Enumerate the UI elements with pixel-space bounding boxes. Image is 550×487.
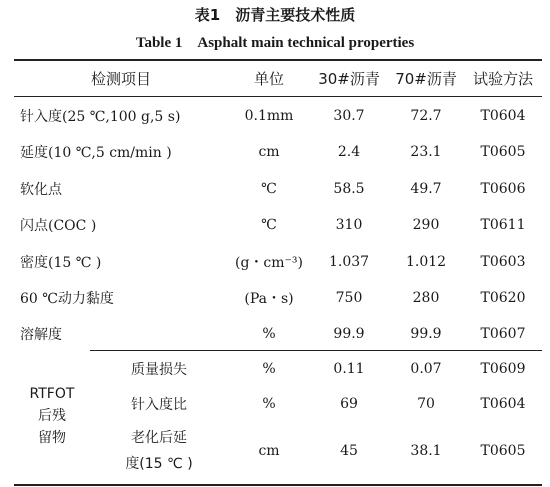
header-item: 检测项目 [91,70,152,88]
rtfot-unit: cm [258,443,280,459]
row-value-70: 99.9 [410,325,442,342]
header-method: 试验方法 [473,70,534,88]
row-unit: % [262,325,276,342]
rtfot-group-line: 留物 [38,430,66,446]
row-item: 60 ℃动力黏度 [20,291,114,307]
row-value-30: 1.037 [328,253,370,270]
bottom-rule [14,484,542,486]
table-row [14,207,542,243]
rtfot-value-30: 0.11 [333,360,365,377]
rtfot-method: T0604 [480,395,526,412]
header-asphalt-30: 30#沥青 [318,70,380,88]
row-value-70: 72.7 [410,107,442,124]
rtfot-value-70: 0.07 [410,360,442,377]
row-unit: ℃ [261,217,277,233]
rtfot-item-line: 老化后延 [131,430,187,446]
table-row [14,351,542,386]
rtfot-value-30: 45 [340,443,358,459]
row-item: 溶解度 [20,326,62,343]
table-caption-english: Table 1 Asphalt main technical properties [135,35,415,51]
rtfot-group-line: 后残 [38,408,66,424]
header-unit: 单位 [254,70,285,88]
row-item: 闪点(COC ) [20,218,97,234]
rtfot-method: T0609 [480,360,526,377]
header-asphalt-70: 70#沥青 [395,70,457,88]
row-unit: cm [258,144,280,160]
row-unit: 0.1mm [244,107,294,124]
table-row [14,134,542,170]
table-caption-chinese: 表1 沥青主要技术性质 [194,6,356,24]
header-row [14,60,542,97]
rtfot-item [90,421,228,481]
row-method: T0620 [480,290,526,306]
row-method: T0605 [480,144,526,160]
row-value-70: 280 [412,290,440,306]
rtfot-group-line: RTFOT [29,386,75,402]
row-method: T0607 [480,325,526,342]
row-method: T0604 [480,107,526,124]
rtfot-method: T0605 [480,443,526,459]
rtfot-item: 质量损失 [131,361,187,378]
row-value-30: 2.4 [337,144,361,160]
rtfot-item-line: 度(15 ℃ ) [125,456,193,472]
row-item: 针入度(25 ℃,100 g,5 s) [20,108,181,125]
rtfot-value-70: 38.1 [410,443,442,459]
rtfot-group-label [14,351,90,481]
row-value-70: 290 [412,217,440,233]
row-unit: (Pa・s) [244,291,294,307]
row-method: T0611 [480,217,526,233]
row-method: T0606 [480,180,526,197]
properties-table [14,60,542,481]
row-value-30: 750 [335,290,363,306]
row-value-70: 1.012 [405,253,447,270]
rtfot-value-30: 69 [340,395,358,412]
table-row [14,316,542,351]
row-value-70: 23.1 [410,144,442,160]
table-row [14,421,542,481]
table-row [14,97,542,134]
row-unit: ℃ [261,180,277,197]
row-method: T0603 [480,253,526,270]
row-value-30: 58.5 [333,180,365,197]
row-item: 延度(10 ℃,5 cm/min ) [20,145,172,161]
rtfot-item: 针入度比 [131,396,187,413]
rtfot-unit: % [262,395,276,412]
table-row [14,280,542,316]
row-item: 软化点 [20,181,62,198]
row-item: 密度(15 ℃ ) [20,254,102,271]
row-unit: (g・cm⁻³) [235,254,304,271]
rtfot-unit: % [262,360,276,377]
table-row [14,170,542,207]
rtfot-value-70: 70 [417,395,435,412]
table-row [14,386,542,421]
row-value-30: 30.7 [333,107,365,124]
row-value-30: 310 [335,217,363,233]
table-row [14,243,542,280]
row-value-30: 99.9 [333,325,365,342]
row-value-70: 49.7 [410,180,442,197]
